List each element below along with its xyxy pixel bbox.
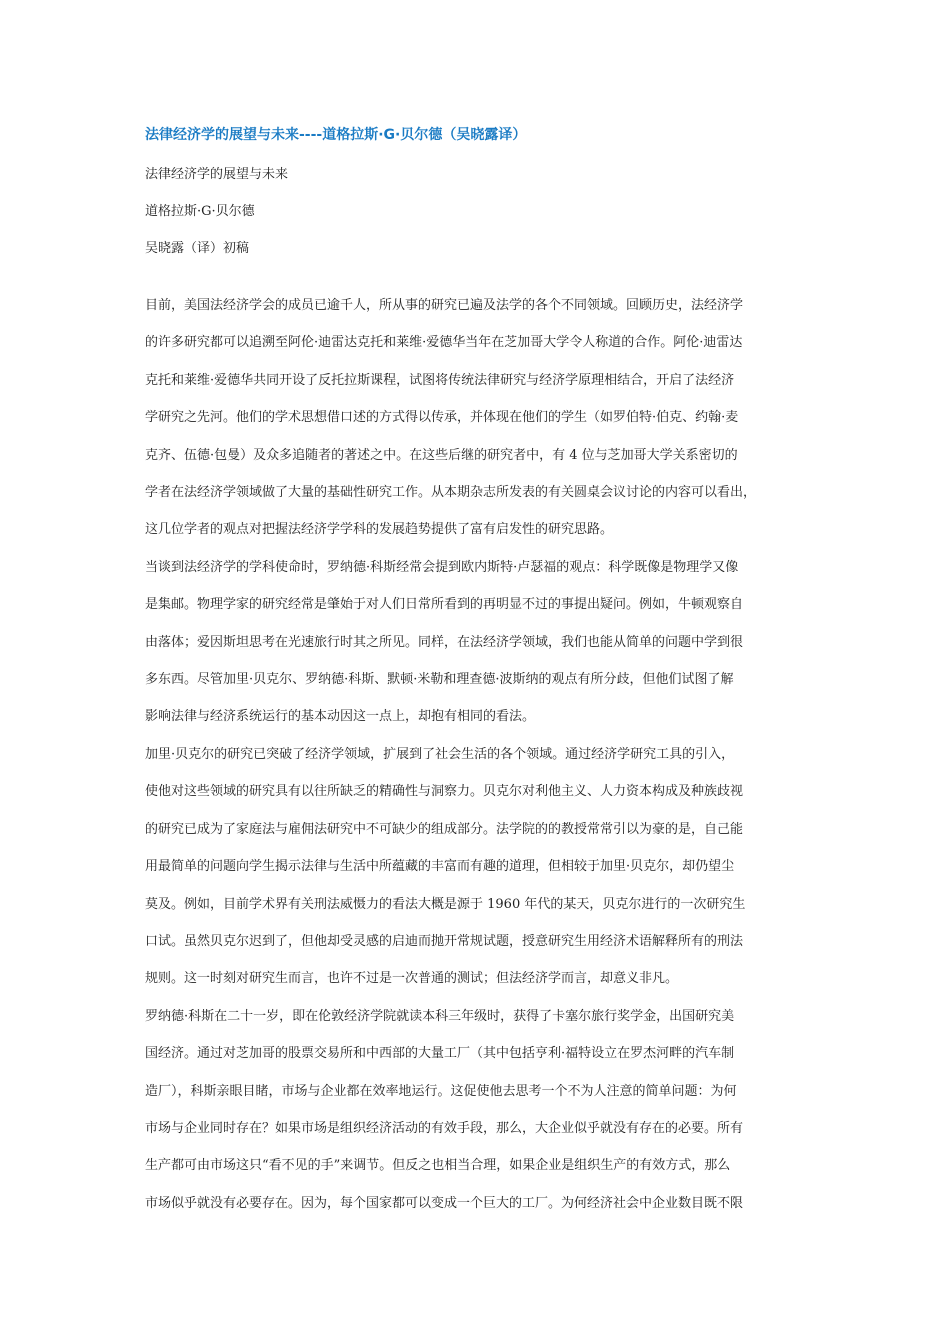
- text-line: 的许多研究都可以追溯至阿伦·迪雷达克托和莱维·爱德华当年在芝加哥大学令人称道的合作。阿伦·迪雷达: [145, 335, 743, 351]
- text-line: 口试。虽然贝克尔迟到了，但他却受灵感的启迪而抛开常规试题，授意研究生用经济术语解释所有的刑法: [145, 933, 744, 949]
- text-line: 是集邮。物理学家的研究经常是肇始于对人们日常所看到的再明显不过的事提出疑问。例如，牛顿观察自: [145, 597, 744, 613]
- text-line: 造厂），科斯亲眼目睹，市场与企业都在效率地运行。这促使他去思考一个不为人注意的简单问题：为何: [145, 1083, 737, 1099]
- article-title-link[interactable]: 法律经济学的展望与未来----道格拉斯·G·贝尔德（吴晓露译）: [145, 127, 527, 143]
- text-line: 莫及。例如，目前学术界有关刑法威慑力的看法大概是源于 1960 年代的某天，贝克尔进行的一次研究生: [145, 896, 746, 912]
- text-line: 的研究已成为了家庭法与雇佣法研究中不可缺少的组成部分。法学院的的教授常常引以为豪的是，自己能: [145, 821, 744, 837]
- text-line: 目前，美国法经济学会的成员已逾千人，所从事的研究已遍及法学的各个不同领域。回顾历史，法经济学: [145, 298, 744, 313]
- spacer: [145, 267, 815, 287]
- body-text: [145, 287, 815, 1222]
- meta-translator: 吴晓露（译）初稿: [145, 241, 250, 256]
- text-line: 这几位学者的观点对把握法经济学学科的发展趋势提供了富有启发性的研究思路。: [145, 522, 614, 538]
- text-line: 影响法律与经济系统运行的基本动因这一点上，却抱有相同的看法。: [145, 709, 536, 725]
- text-line: 克托和莱维·爱德华共同开设了反托拉斯课程，试图将传统法律研究与经济学原理相结合，开启了法经济: [145, 372, 735, 388]
- meta-author: 道格拉斯·G·贝尔德: [145, 204, 255, 219]
- text-line: 多东西。尽管加里·贝克尔、罗纳德·科斯、默顿·米勒和理查德·波斯纳的观点有所分歧，但他们试图了解: [145, 672, 734, 688]
- text-line: 用最简单的问题向学生揭示法律与生活中所蕴藏的丰富而有趣的道理，但相较于加里·贝克尔，却仍望尘: [145, 859, 735, 875]
- text-line: 国经济。通过对芝加哥的股票交易所和中西部的大量工厂（其中包括亨利·福特设立在罗杰河畔的汽车制: [145, 1046, 735, 1062]
- text-line: 罗纳德·科斯在二十一岁，即在伦敦经济学院就读本科三年级时，获得了卡塞尔旅行奖学金，出国研究美: [145, 1008, 735, 1024]
- text-line: 市场似乎就没有必要存在。因为，每个国家都可以变成一个巨大的工厂。为何经济社会中企业数目既不限: [145, 1195, 744, 1211]
- text-line: 克齐、伍德·包曼）及众多追随者的著述之中。在这些后继的研究者中，有 4 位与芝加哥大学关系密切的: [145, 447, 738, 463]
- text-line: 生产都可由市场这只“看不见的手”来调节。但反之也相当合理，如果企业是组织生产的有效方式，那么: [145, 1158, 731, 1174]
- text-line: 规则。这一时刻对研究生而言，也许不过是一次普通的测试；但法经济学而言，却意义非凡。: [145, 971, 679, 987]
- text-line: 加里·贝克尔的研究已突破了经济学领域，扩展到了社会生活的各个领域。通过经济学研究工具的引入，: [145, 746, 735, 762]
- meta-subtitle: 法律经济学的展望与未来: [145, 167, 289, 182]
- text-line: 学者在法经济学领域做了大量的基础性研究工作。从本期杂志所发表的有关圆桌会议讨论的内容可以看出，: [145, 485, 757, 501]
- text-line: 使他对这些领域的研究具有以往所缺乏的精确性与洞察力。贝克尔对利他主义、人力资本构成及种族歧视: [145, 784, 744, 800]
- text-line: 由落体；爱因斯坦思考在光速旅行时其之所见。同样，在法经济学领域，我们也能从简单的问题中学到很: [145, 634, 744, 650]
- text-line: 学研究之先河。他们的学术思想借口述的方式得以传承，并体现在他们的学生（如罗伯特·伯克、约翰·麦: [145, 410, 739, 426]
- text-line: 市场与企业同时存在？如果市场是组织经济活动的有效手段，那么，大企业似乎就没有存在的必要。所有: [145, 1120, 744, 1136]
- document-content: [145, 120, 815, 1222]
- text-line: 当谈到法经济学的学科使命时，罗纳德·科斯经常会提到欧内斯特·卢瑟福的观点：科学既像是物理学又像: [145, 559, 739, 575]
